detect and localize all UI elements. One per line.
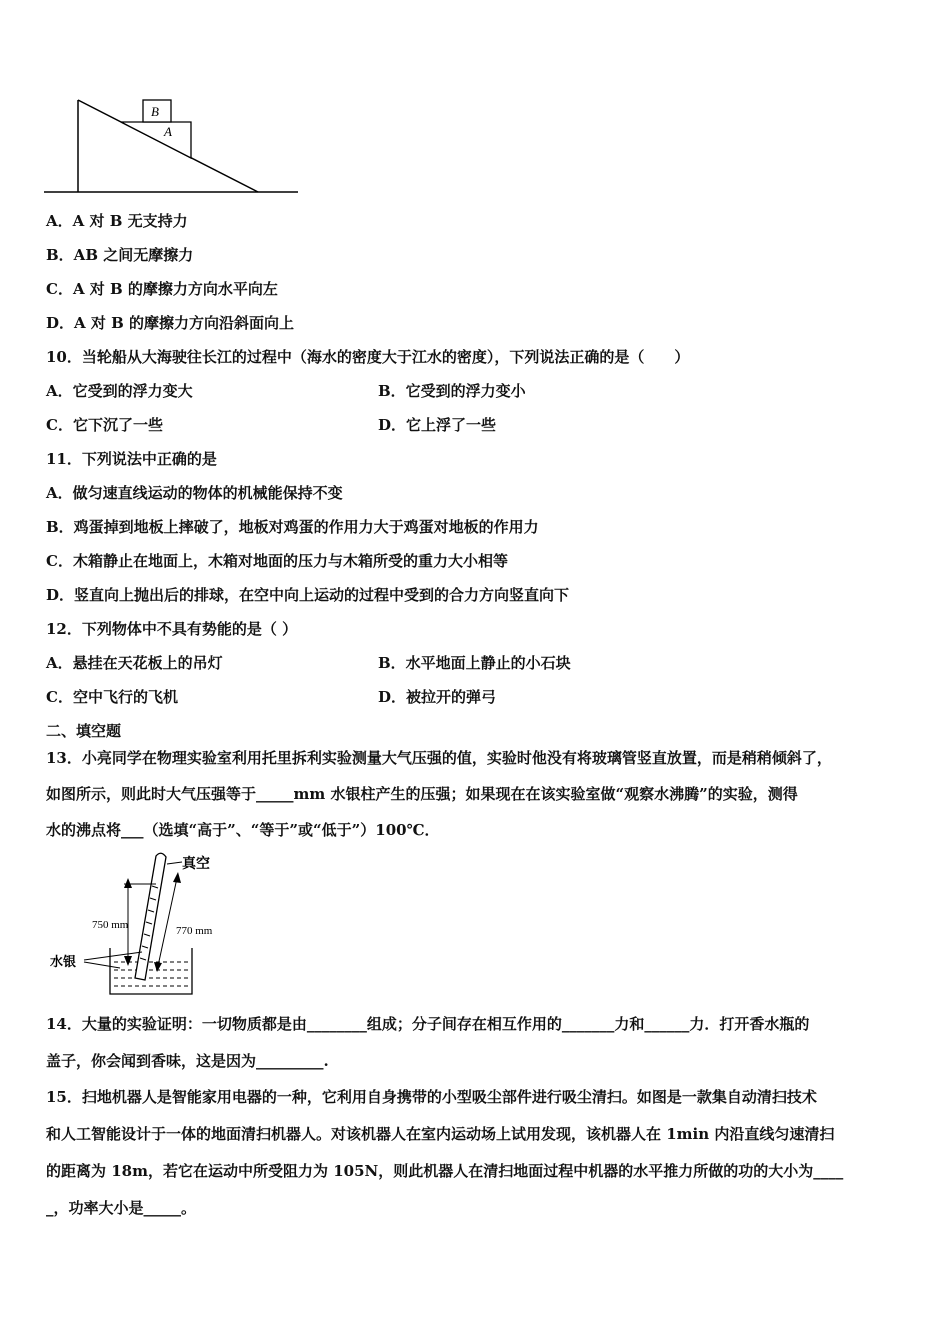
q10-stem: 10．当轮船从大海驶往长江的过程中（海水的密度大于江水的密度），下列说法正确的是（ ）: [46, 348, 690, 366]
arrow-770: [158, 878, 177, 966]
mercury-pointer-1: [84, 952, 142, 960]
q12-stem: 12．下列物体中不具有势能的是（ ）: [46, 620, 298, 638]
torricelli-figure: [44, 848, 244, 1000]
q13-line-3: 水的沸点将___（选填“高于”、“等于”或“低于”）100℃．: [46, 821, 440, 839]
q11-option-b: B．鸡蛋掉到地板上摔破了，地板对鸡蛋的作用力大于鸡蛋对地板的作用力: [46, 518, 539, 536]
label-a: A: [164, 124, 172, 139]
vacuum-pointer: [167, 862, 182, 864]
incline-figure: [40, 88, 302, 198]
q11-stem: 11．下列说法中正确的是: [46, 450, 217, 468]
mercury-pointer-2: [84, 962, 120, 968]
q12-option-c: C．空中飞行的飞机: [46, 688, 178, 706]
q10-option-c: C．它下沉了一些: [46, 416, 163, 434]
q15-line-3: 的距离为 18m，若它在运动中所受阻力为 105N，则此机器人在清扫地面过程中机器的水平推力所做的功的大小为____: [46, 1162, 844, 1180]
q14-line-2: 盖子，你会闻到香味，这是因为_________.: [46, 1052, 329, 1070]
arrow-750-head-top: [124, 878, 132, 888]
glass-tube: [135, 853, 166, 980]
section-heading: 二、填空题: [46, 722, 122, 740]
q12-option-d: D．被拉开的弹弓: [378, 688, 497, 706]
label-b: B: [151, 104, 159, 119]
q14-line-1: 14．大量的实验证明：一切物质都是由________组成；分子间存在相互作用的_______力和______力．打开香水瓶的: [46, 1015, 810, 1033]
q12-option-b: B．水平地面上静止的小石块: [378, 654, 571, 672]
q10-option-d: D．它上浮了一些: [378, 416, 497, 434]
q11-option-d: D．竖直向上抛出后的排球，在空中向上运动的过程中受到的合力方向竖直向下: [46, 586, 570, 604]
q10-option-a: A．它受到的浮力变大: [46, 382, 193, 400]
q9-option-c: C．A 对 B 的摩擦力方向水平向左: [46, 280, 278, 298]
q13-line-1: 13．小亮同学在物理实验室利用托里拆利实验测量大气压强的值，实验时他没有将玻璃管竖直放置，而是稍稍倾斜了，: [46, 749, 832, 767]
q9-option-a: A．A 对 B 无支持力: [46, 212, 188, 230]
arrow-750-head-bottom: [124, 956, 132, 966]
label-750: 750 mm: [92, 919, 129, 931]
block-a: [121, 122, 191, 158]
mercury-dashes: [114, 962, 188, 986]
q10-option-b: B．它受到的浮力变小: [378, 382, 526, 400]
label-770: 770 mm: [176, 925, 213, 937]
label-mercury: 水银: [50, 954, 77, 969]
q15-line-1: 15．扫地机器人是智能家用电器的一种，它利用自身携带的小型吸尘部件进行吸尘清扫。如图是一款集自动清扫技术: [46, 1088, 817, 1106]
q9-option-d: D．A 对 B 的摩擦力方向沿斜面向上: [46, 314, 294, 332]
q9-option-b: B．AB 之间无摩擦力: [46, 246, 194, 264]
q11-option-c: C．木箱静止在地面上，木箱对地面的压力与木箱所受的重力大小相等: [46, 552, 508, 570]
q12-option-a: A．悬挂在天花板上的吊灯: [46, 654, 223, 672]
q15-line-2: 和人工智能设计于一体的地面清扫机器人。对该机器人在室内运动场上试用发现，该机器人在 1min 内沿直线匀速清扫: [46, 1125, 835, 1143]
label-vacuum: 真空: [182, 857, 210, 872]
arrow-770-head-top: [173, 872, 181, 883]
q15-line-4: _，功率大小是_____。: [46, 1199, 197, 1217]
q13-line-2: 如图所示，则此时大气压强等于_____mm 水银柱产生的压强；如果现在在该实验室做“观察水沸腾”的实验，测得: [46, 785, 798, 803]
q11-option-a: A．做匀速直线运动的物体的机械能保持不变: [46, 484, 343, 502]
